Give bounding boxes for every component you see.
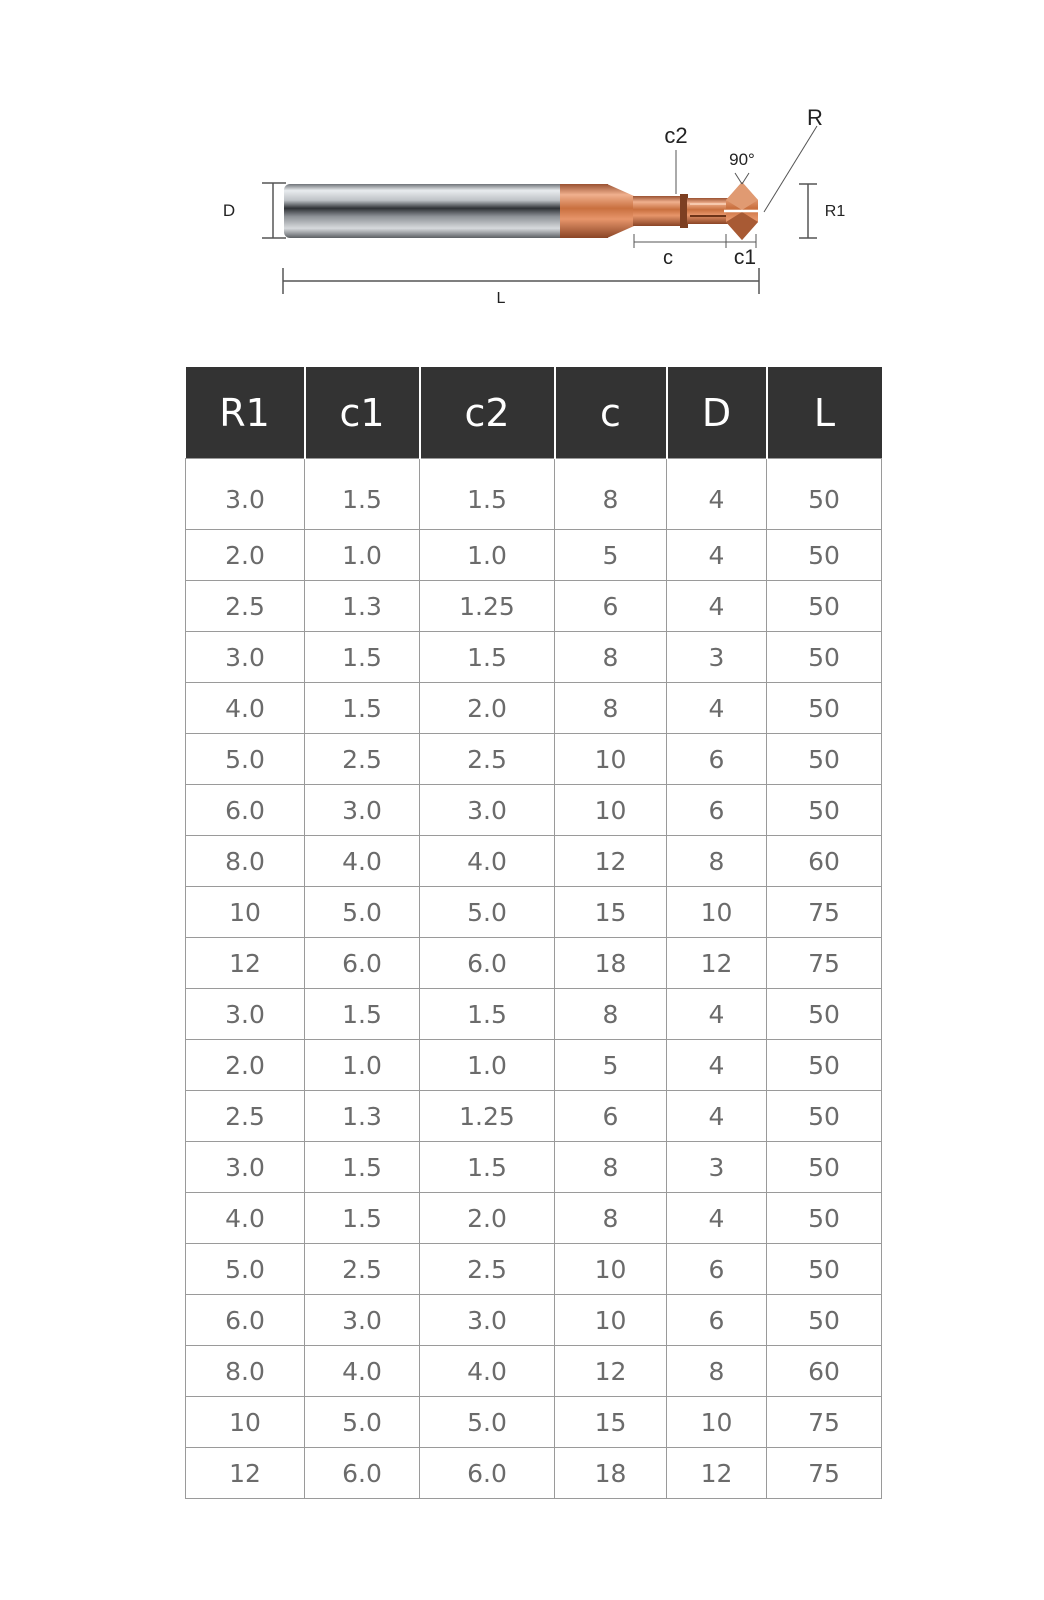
cell-l: 50 bbox=[767, 1142, 882, 1193]
cell-c: 12 bbox=[555, 1346, 667, 1397]
cell-c2: 5.0 bbox=[420, 1397, 555, 1448]
cell-d: 4 bbox=[667, 1193, 767, 1244]
cell-r1: 3.0 bbox=[186, 632, 305, 683]
cell-d: 10 bbox=[667, 887, 767, 938]
table-row bbox=[186, 938, 882, 989]
cell-c1: 1.5 bbox=[305, 1193, 420, 1244]
r-callout bbox=[764, 105, 823, 212]
header-l: L bbox=[767, 367, 882, 459]
cell-r1: 8.0 bbox=[186, 836, 305, 887]
c1-label: c1 bbox=[733, 246, 757, 269]
cell-c: 12 bbox=[555, 836, 667, 887]
cell-c1: 6.0 bbox=[305, 938, 420, 989]
cell-c: 18 bbox=[555, 1448, 667, 1499]
table-row bbox=[186, 1091, 882, 1142]
header-c1: c1 bbox=[305, 367, 420, 459]
cell-c1: 5.0 bbox=[305, 887, 420, 938]
d-label: D bbox=[222, 201, 236, 220]
cell-c1: 1.0 bbox=[305, 1040, 420, 1091]
cell-c: 8 bbox=[555, 1142, 667, 1193]
cell-l: 60 bbox=[767, 1346, 882, 1397]
table-row bbox=[186, 683, 882, 734]
table-row bbox=[186, 1346, 882, 1397]
cell-c: 15 bbox=[555, 1397, 667, 1448]
cell-r1: 12 bbox=[186, 938, 305, 989]
chamfer-head bbox=[724, 182, 760, 240]
table-row bbox=[186, 632, 882, 683]
cell-r1: 2.5 bbox=[186, 581, 305, 632]
r1-dimension bbox=[799, 184, 845, 238]
cell-r1: 8.0 bbox=[186, 1346, 305, 1397]
cell-l: 75 bbox=[767, 1397, 882, 1448]
cell-c1: 3.0 bbox=[305, 1295, 420, 1346]
table-header-row bbox=[186, 367, 882, 459]
table-row bbox=[186, 836, 882, 887]
cell-c2: 1.0 bbox=[420, 530, 555, 581]
table-body bbox=[186, 459, 882, 1499]
cell-l: 50 bbox=[767, 530, 882, 581]
cell-c2: 1.5 bbox=[420, 989, 555, 1040]
cell-d: 12 bbox=[667, 938, 767, 989]
cell-c1: 4.0 bbox=[305, 1346, 420, 1397]
cell-c1: 1.0 bbox=[305, 530, 420, 581]
cell-d: 12 bbox=[667, 1448, 767, 1499]
cell-c: 8 bbox=[555, 1193, 667, 1244]
cell-d: 6 bbox=[667, 1295, 767, 1346]
cell-d: 6 bbox=[667, 1244, 767, 1295]
cell-c2: 6.0 bbox=[420, 1448, 555, 1499]
cell-c2: 3.0 bbox=[420, 785, 555, 836]
cell-c: 10 bbox=[555, 734, 667, 785]
cell-d: 4 bbox=[667, 530, 767, 581]
header-d: D bbox=[667, 367, 767, 459]
cell-c: 8 bbox=[555, 459, 667, 530]
cell-c1: 1.3 bbox=[305, 1091, 420, 1142]
cell-d: 4 bbox=[667, 1091, 767, 1142]
table-row bbox=[186, 1397, 882, 1448]
cell-l: 50 bbox=[767, 734, 882, 785]
cell-c1: 2.5 bbox=[305, 1244, 420, 1295]
cell-c: 15 bbox=[555, 887, 667, 938]
cell-c: 10 bbox=[555, 785, 667, 836]
cell-c: 5 bbox=[555, 530, 667, 581]
cell-d: 8 bbox=[667, 836, 767, 887]
cell-d: 4 bbox=[667, 459, 767, 530]
cell-c2: 2.0 bbox=[420, 683, 555, 734]
l-label: L bbox=[496, 290, 506, 307]
cell-c2: 1.0 bbox=[420, 1040, 555, 1091]
c-label: c bbox=[663, 247, 673, 269]
cell-c2: 4.0 bbox=[420, 1346, 555, 1397]
l-dimension bbox=[283, 268, 759, 307]
cell-d: 3 bbox=[667, 632, 767, 683]
cell-c2: 2.0 bbox=[420, 1193, 555, 1244]
cell-d: 10 bbox=[667, 1397, 767, 1448]
table-row bbox=[186, 989, 882, 1040]
cell-l: 50 bbox=[767, 785, 882, 836]
cell-c1: 1.3 bbox=[305, 581, 420, 632]
angle-callout bbox=[729, 150, 755, 184]
cell-c1: 1.5 bbox=[305, 459, 420, 530]
table-row bbox=[186, 887, 882, 938]
table-row bbox=[186, 1193, 882, 1244]
cell-c2: 5.0 bbox=[420, 887, 555, 938]
cell-l: 75 bbox=[767, 938, 882, 989]
cell-d: 8 bbox=[667, 1346, 767, 1397]
cell-d: 3 bbox=[667, 1142, 767, 1193]
table-row bbox=[186, 1142, 882, 1193]
cell-c2: 1.25 bbox=[420, 581, 555, 632]
cell-c1: 1.5 bbox=[305, 989, 420, 1040]
header-c2: c2 bbox=[420, 367, 555, 459]
cell-c1: 5.0 bbox=[305, 1397, 420, 1448]
cell-l: 50 bbox=[767, 1040, 882, 1091]
cell-c2: 6.0 bbox=[420, 938, 555, 989]
table-row bbox=[186, 1040, 882, 1091]
cell-c1: 6.0 bbox=[305, 1448, 420, 1499]
table-row bbox=[186, 530, 882, 581]
cell-r1: 2.0 bbox=[186, 530, 305, 581]
cell-c: 18 bbox=[555, 938, 667, 989]
cell-r1: 2.5 bbox=[186, 1091, 305, 1142]
c2-callout bbox=[664, 123, 687, 194]
table-row bbox=[186, 1244, 882, 1295]
cell-c1: 1.5 bbox=[305, 632, 420, 683]
cell-l: 50 bbox=[767, 1295, 882, 1346]
cell-r1: 3.0 bbox=[186, 1142, 305, 1193]
cell-d: 4 bbox=[667, 581, 767, 632]
tool-diagram bbox=[0, 0, 1044, 330]
cell-r1: 12 bbox=[186, 1448, 305, 1499]
cell-r1: 5.0 bbox=[186, 1244, 305, 1295]
cell-l: 50 bbox=[767, 459, 882, 530]
cell-c1: 1.5 bbox=[305, 1142, 420, 1193]
cell-r1: 5.0 bbox=[186, 734, 305, 785]
table-row bbox=[186, 1295, 882, 1346]
cell-r1: 3.0 bbox=[186, 459, 305, 530]
c2-label: c2 bbox=[664, 123, 688, 148]
r1-label: R1 bbox=[824, 203, 846, 220]
header-r1: R1 bbox=[186, 367, 305, 459]
tool-shank bbox=[284, 184, 729, 238]
cell-l: 50 bbox=[767, 632, 882, 683]
cell-r1: 4.0 bbox=[186, 683, 305, 734]
cell-c2: 2.5 bbox=[420, 734, 555, 785]
cell-d: 4 bbox=[667, 1040, 767, 1091]
table-row bbox=[186, 734, 882, 785]
cell-r1: 6.0 bbox=[186, 785, 305, 836]
cell-r1: 3.0 bbox=[186, 989, 305, 1040]
cell-l: 75 bbox=[767, 887, 882, 938]
cell-c: 5 bbox=[555, 1040, 667, 1091]
spec-table bbox=[185, 367, 882, 1499]
cell-c2: 1.5 bbox=[420, 1142, 555, 1193]
cell-c2: 1.25 bbox=[420, 1091, 555, 1142]
cell-c1: 3.0 bbox=[305, 785, 420, 836]
cell-c2: 4.0 bbox=[420, 836, 555, 887]
table-row bbox=[186, 785, 882, 836]
cell-r1: 4.0 bbox=[186, 1193, 305, 1244]
r-label: R bbox=[807, 105, 823, 130]
cell-r1: 2.0 bbox=[186, 1040, 305, 1091]
cell-l: 75 bbox=[767, 1448, 882, 1499]
cell-d: 4 bbox=[667, 683, 767, 734]
cell-r1: 10 bbox=[186, 887, 305, 938]
table-row bbox=[186, 1448, 882, 1499]
cell-l: 50 bbox=[767, 683, 882, 734]
table-row bbox=[186, 459, 882, 530]
cell-l: 50 bbox=[767, 581, 882, 632]
cell-c1: 2.5 bbox=[305, 734, 420, 785]
c-dimension bbox=[634, 234, 756, 269]
cell-l: 50 bbox=[767, 1193, 882, 1244]
cell-c2: 3.0 bbox=[420, 1295, 555, 1346]
cell-c: 6 bbox=[555, 1091, 667, 1142]
cell-d: 4 bbox=[667, 989, 767, 1040]
cell-d: 6 bbox=[667, 734, 767, 785]
angle-label: 90° bbox=[729, 150, 755, 169]
cell-r1: 10 bbox=[186, 1397, 305, 1448]
cell-c1: 4.0 bbox=[305, 836, 420, 887]
cell-c: 8 bbox=[555, 989, 667, 1040]
cell-c: 10 bbox=[555, 1295, 667, 1346]
cell-l: 50 bbox=[767, 989, 882, 1040]
cell-c: 10 bbox=[555, 1244, 667, 1295]
cell-r1: 6.0 bbox=[186, 1295, 305, 1346]
cell-d: 6 bbox=[667, 785, 767, 836]
d-dimension bbox=[223, 183, 286, 238]
cell-c: 8 bbox=[555, 632, 667, 683]
cell-l: 60 bbox=[767, 836, 882, 887]
table-row bbox=[186, 581, 882, 632]
cell-c: 8 bbox=[555, 683, 667, 734]
cell-l: 50 bbox=[767, 1244, 882, 1295]
cell-c: 6 bbox=[555, 581, 667, 632]
cell-c1: 1.5 bbox=[305, 683, 420, 734]
header-c: c bbox=[555, 367, 667, 459]
cell-c2: 1.5 bbox=[420, 459, 555, 530]
cell-c2: 2.5 bbox=[420, 1244, 555, 1295]
cell-l: 50 bbox=[767, 1091, 882, 1142]
cell-c2: 1.5 bbox=[420, 632, 555, 683]
